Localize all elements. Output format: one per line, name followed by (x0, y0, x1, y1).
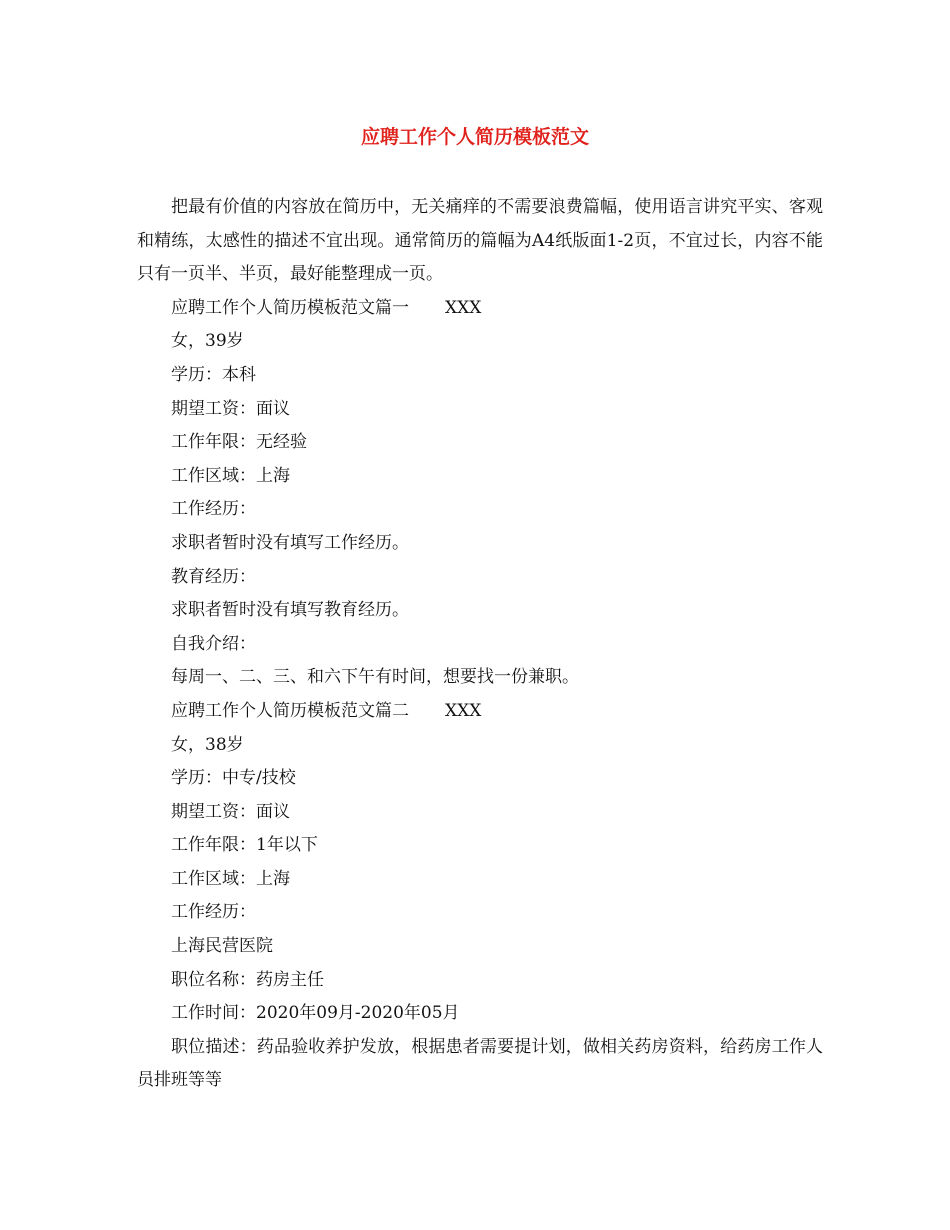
document-body (137, 191, 823, 1098)
document-title: 应聘工作个人简历模板范文 (360, 126, 589, 148)
resume1-salary: 期望工资：面议 (171, 398, 290, 419)
resume2-heading: 应聘工作个人简历模板范文篇二 (171, 700, 409, 721)
resume2-position: 职位名称：药房主任 (171, 969, 324, 990)
resume2-salary: 期望工资：面议 (171, 801, 290, 822)
resume1-intro-text: 每周一、二、三、和六下午有时间，想要找一份兼职。 (171, 667, 579, 688)
resume1-region: 工作区域：上海 (171, 465, 290, 486)
resume2-region: 工作区域：上海 (171, 868, 290, 889)
resume1-edu-label: 教育经历： (171, 566, 256, 587)
resume1-name: XXX (445, 297, 482, 318)
resume1-work-text: 求职者暂时没有填写工作经历。 (171, 532, 409, 553)
resume1-heading: 应聘工作个人简历模板范文篇一 (171, 297, 409, 318)
resume1-education: 学历：本科 (171, 364, 256, 385)
resume2-education: 学历：中专/技校 (171, 768, 296, 789)
resume2-name: XXX (445, 700, 482, 721)
resume2-description: 职位描述：药品验收养护发放，根据患者需要提计划，做相关药房资料，给药房工作人员排班等等 (137, 1036, 823, 1091)
resume1-heading-line (137, 292, 823, 326)
resume1-intro-label: 自我介绍： (171, 633, 256, 654)
resume2-employer: 上海民营医院 (171, 936, 273, 957)
resume2-period: 工作时间：2020年09月-2020年05月 (171, 1003, 460, 1024)
resume1-years: 工作年限：无经验 (171, 432, 307, 453)
resume1-basic: 女，39岁 (171, 331, 244, 352)
resume2-work-label: 工作经历： (171, 902, 256, 923)
resume1-edu-text: 求职者暂时没有填写教育经历。 (171, 600, 409, 621)
resume1-work-label: 工作经历： (171, 499, 256, 520)
resume2-basic: 女，38岁 (171, 734, 244, 755)
resume2-years: 工作年限：1年以下 (171, 835, 318, 856)
resume2-heading-line (137, 695, 823, 729)
intro-paragraph: 把最有价值的内容放在简历中，无关痛痒的不需要浪费篇幅，使用语言讲究平实、客观和精练，太感性的描述不宜出现。通常简历的篇幅为A4纸版面1-2页，不宜过长，内容不能只有一页半、半页，最好能整理成一页。 (137, 197, 823, 285)
